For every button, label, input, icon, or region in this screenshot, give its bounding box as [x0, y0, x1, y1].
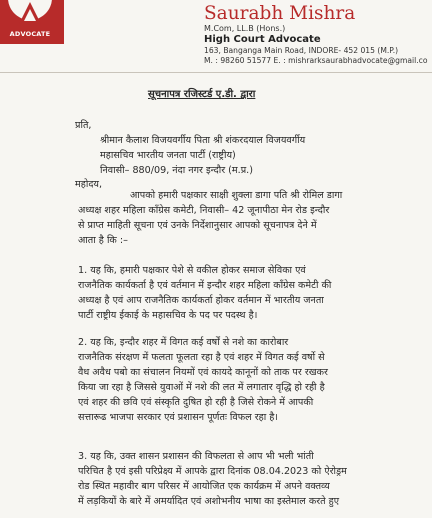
logo-label: ADVOCATE [9, 30, 51, 38]
salutation: महोदय, [75, 179, 103, 190]
paragraph-line: रोड स्थित महावीर बाग परिसर में आयोजित एक कार्यक्रम में अपने वक्तव्य [78, 481, 330, 492]
intro-line: आता है कि :– [78, 235, 128, 246]
header-divider [0, 72, 432, 73]
recipient-prati: प्रति, [75, 120, 92, 131]
intro-line: अध्यक्ष शहर महिला कॉंग्रेस कमेटी, निवासी– 42 जूनापीठा मेन रोड इन्दौर [78, 205, 330, 216]
advocate-address: 163, Banganga Main Road, INDORE- 452 015 (M.P.) [204, 46, 399, 55]
recipient-name: श्रीमान कैलाश विजयवर्गीय पिता श्री शंकरदयाल विजयवर्गीय [100, 135, 306, 146]
paragraph-line: राजनैतिक कार्यकर्ता है एवं वर्तमान में इन्दौर शहर महिला कॉंग्रेस कमेटी की [78, 280, 332, 291]
advocate-contact: M. : 98260 51577 E. : mishrarksaurabhadvocate@gmail.co [204, 56, 428, 65]
paragraph-3 [0, 449, 432, 509]
paragraph-2 [0, 335, 432, 425]
paragraph-line: किया जा रहा है जिससे युवाओं में नशे की लत में लगातार वृद्धि हो रही है [78, 382, 325, 393]
paragraph-line: 2. यह कि, इन्दौर शहर में विगत कई वर्षों से नशे का कारोबार [78, 337, 289, 348]
paragraph-line: सत्तारूढ भाजपा सरकार एवं प्रशासन पूर्णतः विफल रहा है। [78, 412, 278, 423]
paragraph-line: 3. यह कि, उक्त शासन प्रशासन की विफलता से आप भी भली भांती [78, 451, 314, 462]
paragraph-line: एवं शहर की छवि एवं संस्कृति दुषित हो रही है जिसे रोकने में आपकी [78, 397, 314, 408]
paragraph-line: 1. यह कि, हमारी पक्षकार पेशे से वकील होकर समाज सेविका एवं [78, 265, 306, 276]
recipient-address: निवासी– 880/09, नंदा नगर इन्दौर (म.प्र.) [100, 165, 253, 176]
letterhead [204, 4, 432, 66]
paragraph-1 [0, 263, 432, 323]
notice-subject: सूचनापत्र रजिस्टर्ड ए.डी. द्वारा [148, 89, 256, 100]
advocate-court: High Court Advocate [204, 34, 321, 45]
advocate-degrees: M.Com, LL.B (Hons.) [204, 24, 286, 33]
advocate-name: Saurabh Mishra [204, 3, 356, 24]
intro-paragraph [0, 188, 432, 248]
paragraph-line: वैध अवैध पबो का संचालन नियमों एवं कायदे कानूनों को ताक पर रखकर [78, 367, 328, 378]
paragraph-line: अध्यक्ष है एवं आप राजनैतिक कार्यकर्ता होकर वर्तमान में भारतीय जनता [78, 295, 324, 306]
paragraph-line: में लड़कियों के बारे में अमर्यादित एवं अशोभनीय भाषा का इस्तेमाल करते हुए [78, 496, 340, 507]
recipient-block [0, 118, 432, 178]
paragraph-line: पार्टी राष्ट्रीय ईकाई के महासचिव के पद पर पदस्थ है। [78, 310, 258, 321]
recipient-designation: महासचिव भारतीय जनता पार्टी (राष्ट्रीय) [100, 150, 236, 161]
intro-line: आपको हमारी पक्षकार साक्षी शुक्ला डागा पति श्री रोमिल डागा [130, 190, 343, 201]
intro-line: से प्राप्त माहिती सूचना एवं उनके निर्देशानुसार आपको सूचनापत्र देने में [78, 220, 317, 231]
paragraph-line: राजनैतिक संरक्षण में फलता फूलता रहा है एवं शहर में विगत कई वर्षो से [78, 352, 325, 363]
paragraph-line: परिचित है एवं इसी परिप्रेक्ष्य में आपके द्वारा दिनांक 08.04.2023 को ऐरोड्रम [78, 466, 347, 477]
